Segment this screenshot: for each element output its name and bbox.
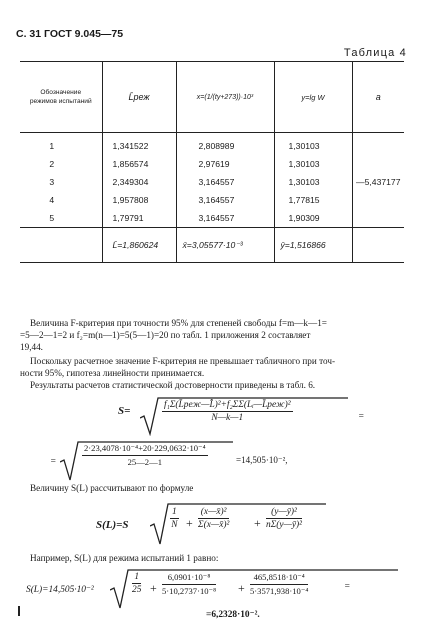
cell-mode: 4: [49, 195, 55, 205]
plus-sign: +: [254, 516, 261, 530]
formula-s-fraction: $\frac{\text{f₁Σ(L̄реж—L̂)²+f₂ΣΣ(Lᵢ—L̄реж)²}}{N—k—1}$: [164, 400, 291, 423]
formula-sl-term2: $\frac{\text{(x—x̄)²}}{\text{Σ(x—x̄)²}}$: [198, 507, 230, 530]
plus-sign: +: [186, 516, 193, 530]
table-row: [20, 209, 404, 228]
header-mode: Обозначение режимов испытаний: [20, 62, 102, 133]
table-row: [20, 133, 404, 156]
cell-l: 2,349304: [102, 173, 176, 191]
data-table: [20, 61, 404, 263]
table-totals-row: [20, 228, 404, 263]
formula-s-equals: =: [358, 412, 365, 422]
paragraph-linearity-1: Поскольку расчетное значение F-критерия не превышает табличного при точ-: [30, 356, 336, 366]
paragraph-f-criterion-1: Величина F-критерия при точности 95% для степеней свободы f=m—k—1=: [30, 318, 327, 328]
cell-x: 3,164557: [176, 191, 274, 209]
table-row: [20, 191, 404, 209]
paragraph-f-criterion-3: 19,44.: [20, 342, 43, 352]
table-caption: Таблица 4: [343, 47, 407, 59]
paragraph-f-criterion-2: =5—2—1=2 и f₂=m(n—1)=5(5—1)=20 по табл. 1 приложения 2 составляет: [20, 330, 311, 340]
cell-empty: [352, 228, 404, 263]
formula-ex-equals: =: [344, 582, 351, 592]
formula-s2-lhs: =: [50, 457, 57, 467]
formula-ex-result: =6,2328·10⁻².: [206, 610, 260, 620]
formula-ex-term1: $\frac{1}{25}$: [132, 572, 142, 595]
cell-y: 1,30103: [274, 133, 352, 156]
cell-l: 1,79791: [102, 209, 176, 228]
margin-mark: [18, 606, 20, 616]
header-a: a: [352, 62, 404, 133]
formula-ex-term2: $\frac{\text{6,0901·10⁻⁸}}{\text{5·10,2737·10⁻⁸}}$: [162, 572, 217, 596]
plus-sign: +: [238, 581, 245, 595]
table-header-row: [20, 62, 404, 133]
paragraph-example: Например, S(L) для режима испытаний 1 равно:: [30, 553, 219, 563]
page-header: С. 31 ГОСТ 9.045—75: [16, 28, 124, 40]
total-y: ȳ=1,516866: [274, 228, 352, 263]
cell-l: 1,856574: [102, 155, 176, 173]
cell-x: 3,164557: [176, 209, 274, 228]
cell-y: 1,90309: [274, 209, 352, 228]
cell-y: 1,30103: [274, 173, 352, 191]
cell-l: 1,957808: [102, 191, 176, 209]
formula-s2-fraction: $\frac{\text{2·23,4078·10⁻⁴+20·229,0632·10⁻⁴}}{25—2—1}$: [84, 443, 206, 467]
cell-x: 2,808989: [176, 133, 274, 156]
cell-empty: [20, 228, 102, 263]
formula-s-lhs: S=: [118, 405, 131, 417]
header-x: x=(1/(ty+273))·10³: [176, 62, 274, 133]
cell-mode: 1: [49, 141, 55, 151]
paragraph-linearity-2: ности 95%, гипотеза линейности принимается.: [20, 368, 205, 378]
plus-sign: +: [150, 581, 157, 595]
total-l: L̄=1,860624: [102, 228, 176, 263]
formula-s2-result: =14,505·10⁻²,: [236, 455, 288, 465]
cell-a: —5,437177: [352, 133, 404, 228]
cell-mode: 5: [49, 213, 55, 223]
cell-mode: 3: [49, 177, 55, 187]
formula-ex-term3: $\frac{\text{465,8518·10⁻⁴}}{\text{5·3571,938·10⁻⁴}}$: [250, 572, 309, 596]
cell-y: 1,30103: [274, 155, 352, 173]
paragraph-sl-formula: Величину S(L) рассчитывают по формуле: [30, 483, 194, 493]
header-l-mode: L̄реж: [102, 62, 176, 133]
formula-sl-term1: $\frac{1}{N}$: [171, 507, 178, 530]
formula-sl-lhs: S(L)=S: [96, 519, 129, 531]
cell-l: 1,341522: [102, 133, 176, 156]
cell-x: 3,164557: [176, 173, 274, 191]
paragraph-results: Результаты расчетов статистической достоверности приведены в табл. 6.: [30, 380, 316, 390]
formula-ex-lhs: S(L)=14,505·10⁻²: [26, 585, 94, 595]
total-x: x̄=3,05577·10⁻³: [176, 228, 274, 263]
cell-mode: 2: [49, 159, 55, 169]
cell-y: 1,77815: [274, 191, 352, 209]
table-row: [20, 155, 404, 173]
table-row: [20, 173, 404, 191]
header-y: y=lg W: [274, 62, 352, 133]
formula-sl-term3: $\frac{\text{(y—ȳ)²}}{\text{nΣ(y—ȳ)²}}$: [266, 507, 302, 530]
cell-x: 2,97619: [176, 155, 274, 173]
